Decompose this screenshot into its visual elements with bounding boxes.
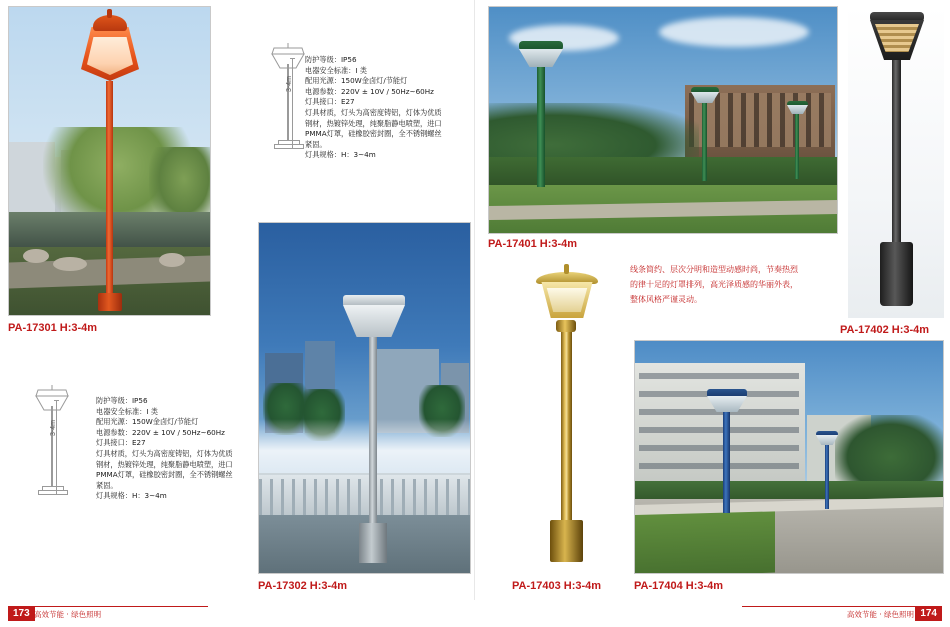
marketing-line: 的律十足的灯罩排列，高光泽质感的华丽外表， bbox=[630, 280, 798, 289]
spec-line: 防护等级：IP56 bbox=[96, 396, 148, 405]
lamp-base bbox=[98, 293, 122, 311]
marketing-line: 整体风格严谨灵动。 bbox=[630, 295, 702, 304]
lamp-pole bbox=[825, 437, 829, 509]
spec-line: 钢材，热镀锌处理，纯聚脂静电喷塑，进口 bbox=[305, 118, 442, 128]
product-photo-pa-17402 bbox=[848, 6, 944, 318]
spec-line: 防护等级：IP56 bbox=[305, 55, 357, 64]
lamp-base bbox=[550, 520, 583, 562]
lamp-pole bbox=[723, 401, 730, 513]
spec-line: 电器安全标准：I 类 bbox=[96, 406, 158, 416]
caption-pa-17404: PA-17404 H:3-4m bbox=[634, 580, 724, 592]
drawing-pole bbox=[51, 406, 53, 488]
spec-line: 电器安全标准：I 类 bbox=[305, 65, 367, 75]
caption-pa-17301: PA-17301 H:3-4m bbox=[8, 322, 98, 334]
caption-pa-17403: PA-17403 H:3-4m bbox=[512, 580, 602, 592]
lamp-pole bbox=[537, 55, 545, 187]
drawing-dimension-label: 3-4m bbox=[286, 76, 293, 92]
spec-line: 紧固。 bbox=[96, 480, 118, 490]
page-footer bbox=[0, 600, 950, 627]
photo-rock bbox=[159, 253, 185, 267]
spec-line: 灯具接口：E27 bbox=[96, 438, 146, 448]
spec-line: 灯具材质，灯头为高密度铸铝，灯体为优质 bbox=[96, 448, 233, 458]
product-photo-pa-17401 bbox=[488, 6, 838, 234]
footer-rule-right bbox=[742, 606, 942, 607]
lamp-finial bbox=[564, 264, 569, 274]
drawing-lamp-head bbox=[22, 380, 84, 414]
photo-lawn bbox=[635, 507, 775, 574]
spec-line: PMMA灯罩，硅橡胶密封圈，全不锈钢螺丝 bbox=[96, 470, 233, 480]
spec-line: 灯具接口：E27 bbox=[305, 97, 355, 107]
photo-rock bbox=[23, 249, 49, 263]
spec-line: 配用光源：150W金卤灯/节能灯 bbox=[305, 76, 408, 86]
footer-text-right: 高效节能 · 绿色照明 bbox=[846, 610, 914, 619]
drawing-dimension-tick bbox=[290, 148, 295, 149]
product-photo-pa-17403 bbox=[512, 252, 620, 570]
lamp-pole bbox=[892, 58, 901, 250]
page-number-left: 173 bbox=[8, 606, 35, 621]
line-drawing-bottom bbox=[22, 380, 84, 510]
drawing-dimension-label: 3-4m bbox=[50, 420, 57, 436]
page-number-right: 174 bbox=[915, 606, 942, 621]
spec-line: 钢材，热镀锌处理，纯聚脂静电喷塑，进口 bbox=[96, 459, 233, 469]
caption-pa-17402: PA-17402 H:3-4m bbox=[840, 324, 930, 336]
lamp-base bbox=[359, 523, 387, 563]
drawing-dimension-tick bbox=[54, 494, 59, 495]
spec-line: 电源参数：220V ± 10V / 50Hz~60Hz bbox=[305, 86, 434, 96]
spec-block-top bbox=[305, 55, 453, 161]
lamp-pole bbox=[702, 95, 707, 181]
spec-line: 电源参数：220V ± 10V / 50Hz~60Hz bbox=[96, 427, 225, 437]
lamp-collar bbox=[556, 320, 576, 332]
photo-cloud bbox=[659, 17, 809, 47]
drawing-foot bbox=[38, 490, 68, 495]
footer-rule-left bbox=[8, 606, 208, 607]
marketing-line: 线条简约、层次分明和造型动感时尚，节奏热烈 bbox=[630, 265, 798, 274]
lamp-pole bbox=[106, 81, 113, 309]
lamp-pole bbox=[369, 335, 377, 533]
spec-line: 紧固。 bbox=[305, 139, 327, 149]
product-photo-pa-17301 bbox=[8, 6, 211, 316]
page-gutter-divider bbox=[474, 0, 475, 600]
lamp-finial bbox=[107, 9, 112, 18]
lamp-pole bbox=[795, 107, 799, 179]
lamp-base bbox=[880, 242, 913, 306]
drawing-dimension-tick bbox=[54, 400, 59, 401]
product-photo-pa-17404 bbox=[634, 340, 944, 574]
spec-line: 灯具规格：H：3~4m bbox=[96, 491, 167, 501]
photo-rock bbox=[53, 257, 87, 271]
spec-line: 配用光源：150W金卤灯/节能灯 bbox=[96, 417, 199, 427]
drawing-dimension-line bbox=[56, 400, 57, 494]
spec-block-bottom bbox=[96, 396, 244, 502]
product-photo-pa-17302 bbox=[258, 222, 471, 574]
spec-line: 灯具规格：H：3~4m bbox=[305, 150, 376, 160]
spec-line: PMMA灯罩，硅橡胶密封圈，全不锈钢螺丝 bbox=[305, 129, 442, 139]
drawing-dimension-tick bbox=[290, 58, 295, 59]
spec-line: 灯具材质，灯头为高密度铸铝，灯体为优质 bbox=[305, 107, 442, 117]
drawing-dimension-line bbox=[292, 58, 293, 148]
photo-railing-bars bbox=[259, 479, 470, 515]
lamp-pole bbox=[561, 330, 572, 528]
caption-pa-17401: PA-17401 H:3-4m bbox=[488, 238, 578, 250]
caption-pa-17302: PA-17302 H:3-4m bbox=[258, 580, 348, 592]
drawing-foot bbox=[274, 144, 304, 149]
marketing-paragraph bbox=[630, 262, 834, 307]
footer-text-left: 高效节能 · 绿色照明 bbox=[34, 610, 102, 619]
